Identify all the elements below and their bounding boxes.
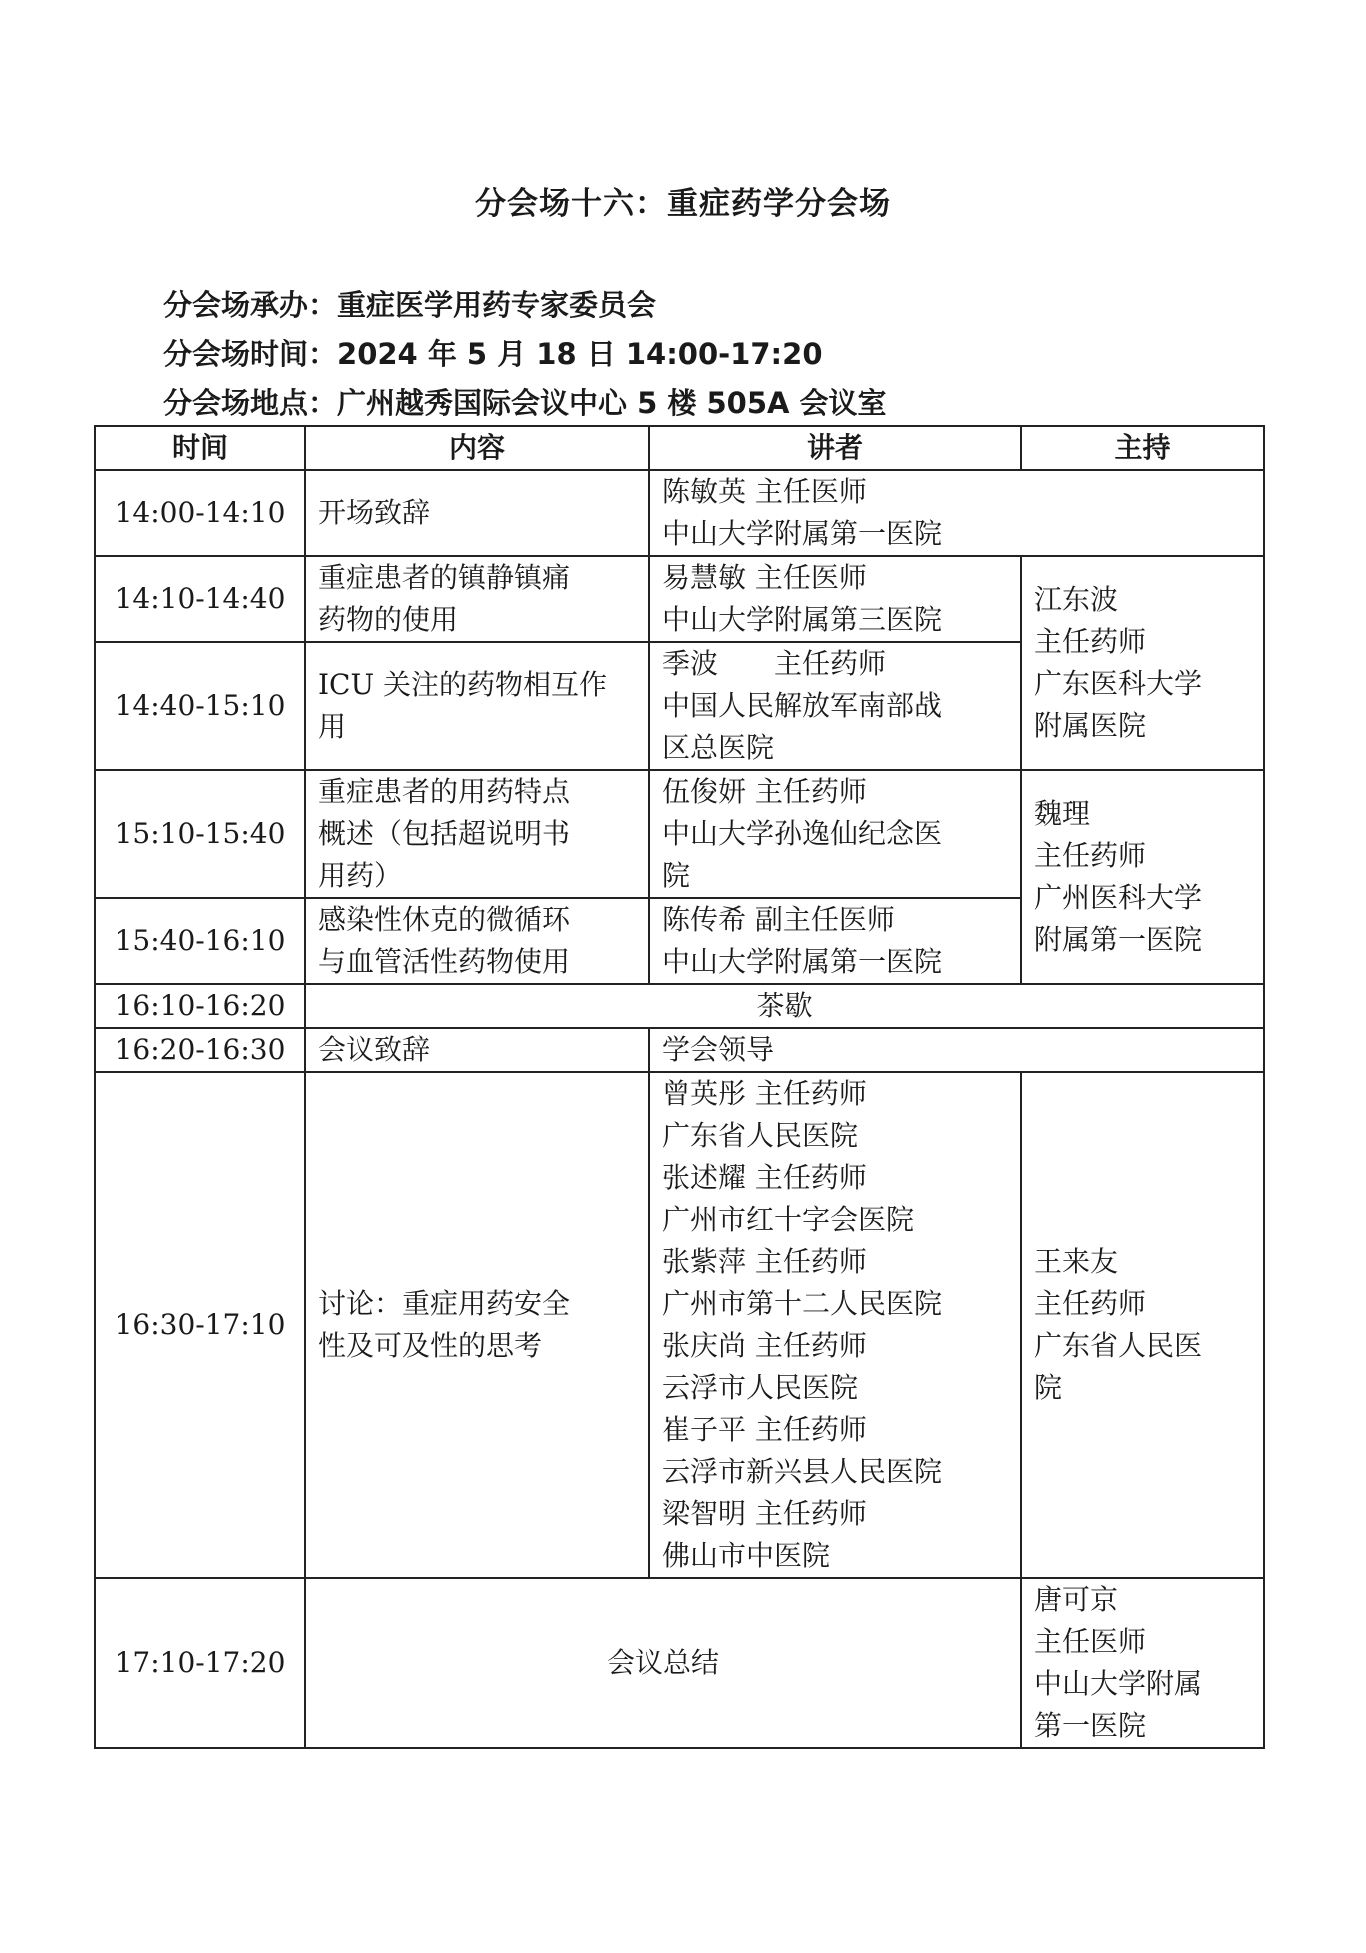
content-line: 性及可及性的思考 — [318, 1329, 543, 1362]
speaker-line: 易慧敏 主任医师 — [662, 561, 867, 594]
content-line: ICU 关注的药物相互作 — [318, 668, 607, 701]
speaker-line: 中国人民解放军南部战 — [662, 689, 943, 722]
content-line: 概述（包括超说明书 — [318, 817, 571, 850]
session-speaker — [649, 770, 1021, 898]
session-time: 15:10-15:40 — [95, 770, 305, 898]
host-line: 主任医师 — [1034, 1625, 1147, 1658]
table-row — [95, 556, 1264, 642]
session-host — [1021, 1072, 1264, 1578]
table-row — [95, 1028, 1264, 1072]
host-line: 中山大学附属 — [1034, 1667, 1203, 1700]
content-line: 用 — [318, 710, 347, 743]
venue-value: 广州越秀国际会议中心 5 楼 505A 会议室 — [337, 386, 887, 420]
session-content — [305, 470, 649, 556]
session-content — [305, 642, 649, 770]
page-title: 分会场十六：重症药学分会场 — [475, 186, 891, 222]
speaker-line: 陈敏英 主任医师 — [662, 475, 867, 508]
speaker-line: 院 — [662, 859, 691, 892]
session-speaker — [649, 556, 1021, 642]
session-content — [305, 1072, 649, 1578]
speaker-line: 佛山市中医院 — [662, 1539, 831, 1572]
speaker-line: 张紫萍 主任药师 — [662, 1245, 867, 1278]
time-label: 分会场时间： — [163, 337, 338, 371]
speaker-line: 区总医院 — [662, 731, 775, 764]
speaker-line: 云浮市新兴县人民医院 — [662, 1455, 943, 1488]
session-time: 16:30-17:10 — [95, 1072, 305, 1578]
host-line: 广东省人民医 — [1034, 1329, 1203, 1362]
session-content — [305, 770, 649, 898]
host-line: 王来友 — [1034, 1245, 1119, 1278]
speaker-line: 广东省人民医院 — [662, 1119, 859, 1152]
speaker-line: 中山大学孙逸仙纪念医 — [662, 817, 943, 850]
organizer-value: 重症医学用药专家委员会 — [337, 288, 657, 322]
host-line: 主任药师 — [1034, 625, 1147, 658]
host-line: 附属第一医院 — [1034, 923, 1203, 956]
header-host: 主持 — [1021, 426, 1264, 470]
organizer-label: 分会场承办： — [163, 288, 338, 322]
time-value: 2024 年 5 月 18 日 14:00-17:20 — [337, 337, 823, 371]
session-speaker: 学会领导 — [649, 1028, 1264, 1072]
venue-line — [163, 381, 887, 422]
speaker-line: 中山大学附属第一医院 — [662, 945, 943, 978]
speaker-line: 张述耀 主任药师 — [662, 1161, 867, 1194]
session-speaker — [649, 898, 1021, 984]
speaker-line: 陈传希 副主任医师 — [662, 903, 895, 936]
session-time: 16:20-16:30 — [95, 1028, 305, 1072]
speaker-line: 梁智明 主任药师 — [662, 1497, 867, 1530]
content-line: 药物的使用 — [318, 603, 459, 636]
session-speaker — [649, 642, 1021, 770]
speaker-line: 中山大学附属第一医院 — [662, 517, 943, 550]
session-speaker — [649, 470, 1264, 556]
session-speaker — [649, 1072, 1021, 1578]
header-speaker: 讲者 — [649, 426, 1021, 470]
table-row — [95, 770, 1264, 898]
session-content — [305, 556, 649, 642]
host-line: 附属医院 — [1034, 709, 1147, 742]
table-row — [95, 984, 1264, 1028]
table-row — [95, 1072, 1264, 1578]
speaker-line: 云浮市人民医院 — [662, 1371, 859, 1404]
speaker-line: 广州市第十二人民医院 — [662, 1287, 943, 1320]
session-content: 会议致辞 — [305, 1028, 649, 1072]
speaker-line: 伍俊妍 主任药师 — [662, 775, 867, 808]
content-line: 开场致辞 — [318, 496, 431, 529]
speaker-line: 崔子平 主任药师 — [662, 1413, 867, 1446]
host-line: 主任药师 — [1034, 839, 1147, 872]
session-content — [305, 898, 649, 984]
table-header-row — [95, 426, 1264, 470]
host-line: 广东医科大学 — [1034, 667, 1203, 700]
speaker-line: 季波 主任药师 — [662, 647, 887, 680]
session-content: 会议总结 — [305, 1578, 1021, 1748]
host-line: 主任药师 — [1034, 1287, 1147, 1320]
session-time: 15:40-16:10 — [95, 898, 305, 984]
host-line: 魏理 — [1034, 797, 1091, 830]
content-line: 用药） — [318, 859, 403, 892]
content-line: 讨论：重症用药安全 — [318, 1287, 571, 1320]
session-time: 16:10-16:20 — [95, 984, 305, 1028]
schedule-table — [94, 425, 1265, 1749]
venue-label: 分会场地点： — [163, 386, 338, 420]
speaker-line: 中山大学附属第三医院 — [662, 603, 943, 636]
speaker-line: 广州市红十字会医院 — [662, 1203, 915, 1236]
header-time: 时间 — [95, 426, 305, 470]
host-line: 广州医科大学 — [1034, 881, 1203, 914]
speaker-line: 曾英彤 主任药师 — [662, 1077, 867, 1110]
session-time: 14:40-15:10 — [95, 642, 305, 770]
content-line: 重症患者的用药特点 — [318, 775, 571, 808]
session-host — [1021, 770, 1264, 984]
speaker-line: 张庆尚 主任药师 — [662, 1329, 867, 1362]
table-row — [95, 1578, 1264, 1748]
host-line: 院 — [1034, 1371, 1063, 1404]
content-line: 感染性休克的微循环 — [318, 903, 571, 936]
content-line: 重症患者的镇静镇痛 — [318, 561, 571, 594]
session-time: 14:00-14:10 — [95, 470, 305, 556]
host-line: 江东波 — [1034, 583, 1119, 616]
content-line: 与血管活性药物使用 — [318, 945, 571, 978]
time-line — [163, 332, 823, 373]
tea-break: 茶歇 — [305, 984, 1264, 1028]
session-host — [1021, 556, 1264, 770]
session-host — [1021, 1578, 1264, 1748]
table-row — [95, 470, 1264, 556]
session-time: 14:10-14:40 — [95, 556, 305, 642]
host-line: 唐可京 — [1034, 1583, 1119, 1616]
session-time: 17:10-17:20 — [95, 1578, 305, 1748]
header-content: 内容 — [305, 426, 649, 470]
host-line: 第一医院 — [1034, 1709, 1147, 1742]
organizer-line — [163, 283, 656, 324]
